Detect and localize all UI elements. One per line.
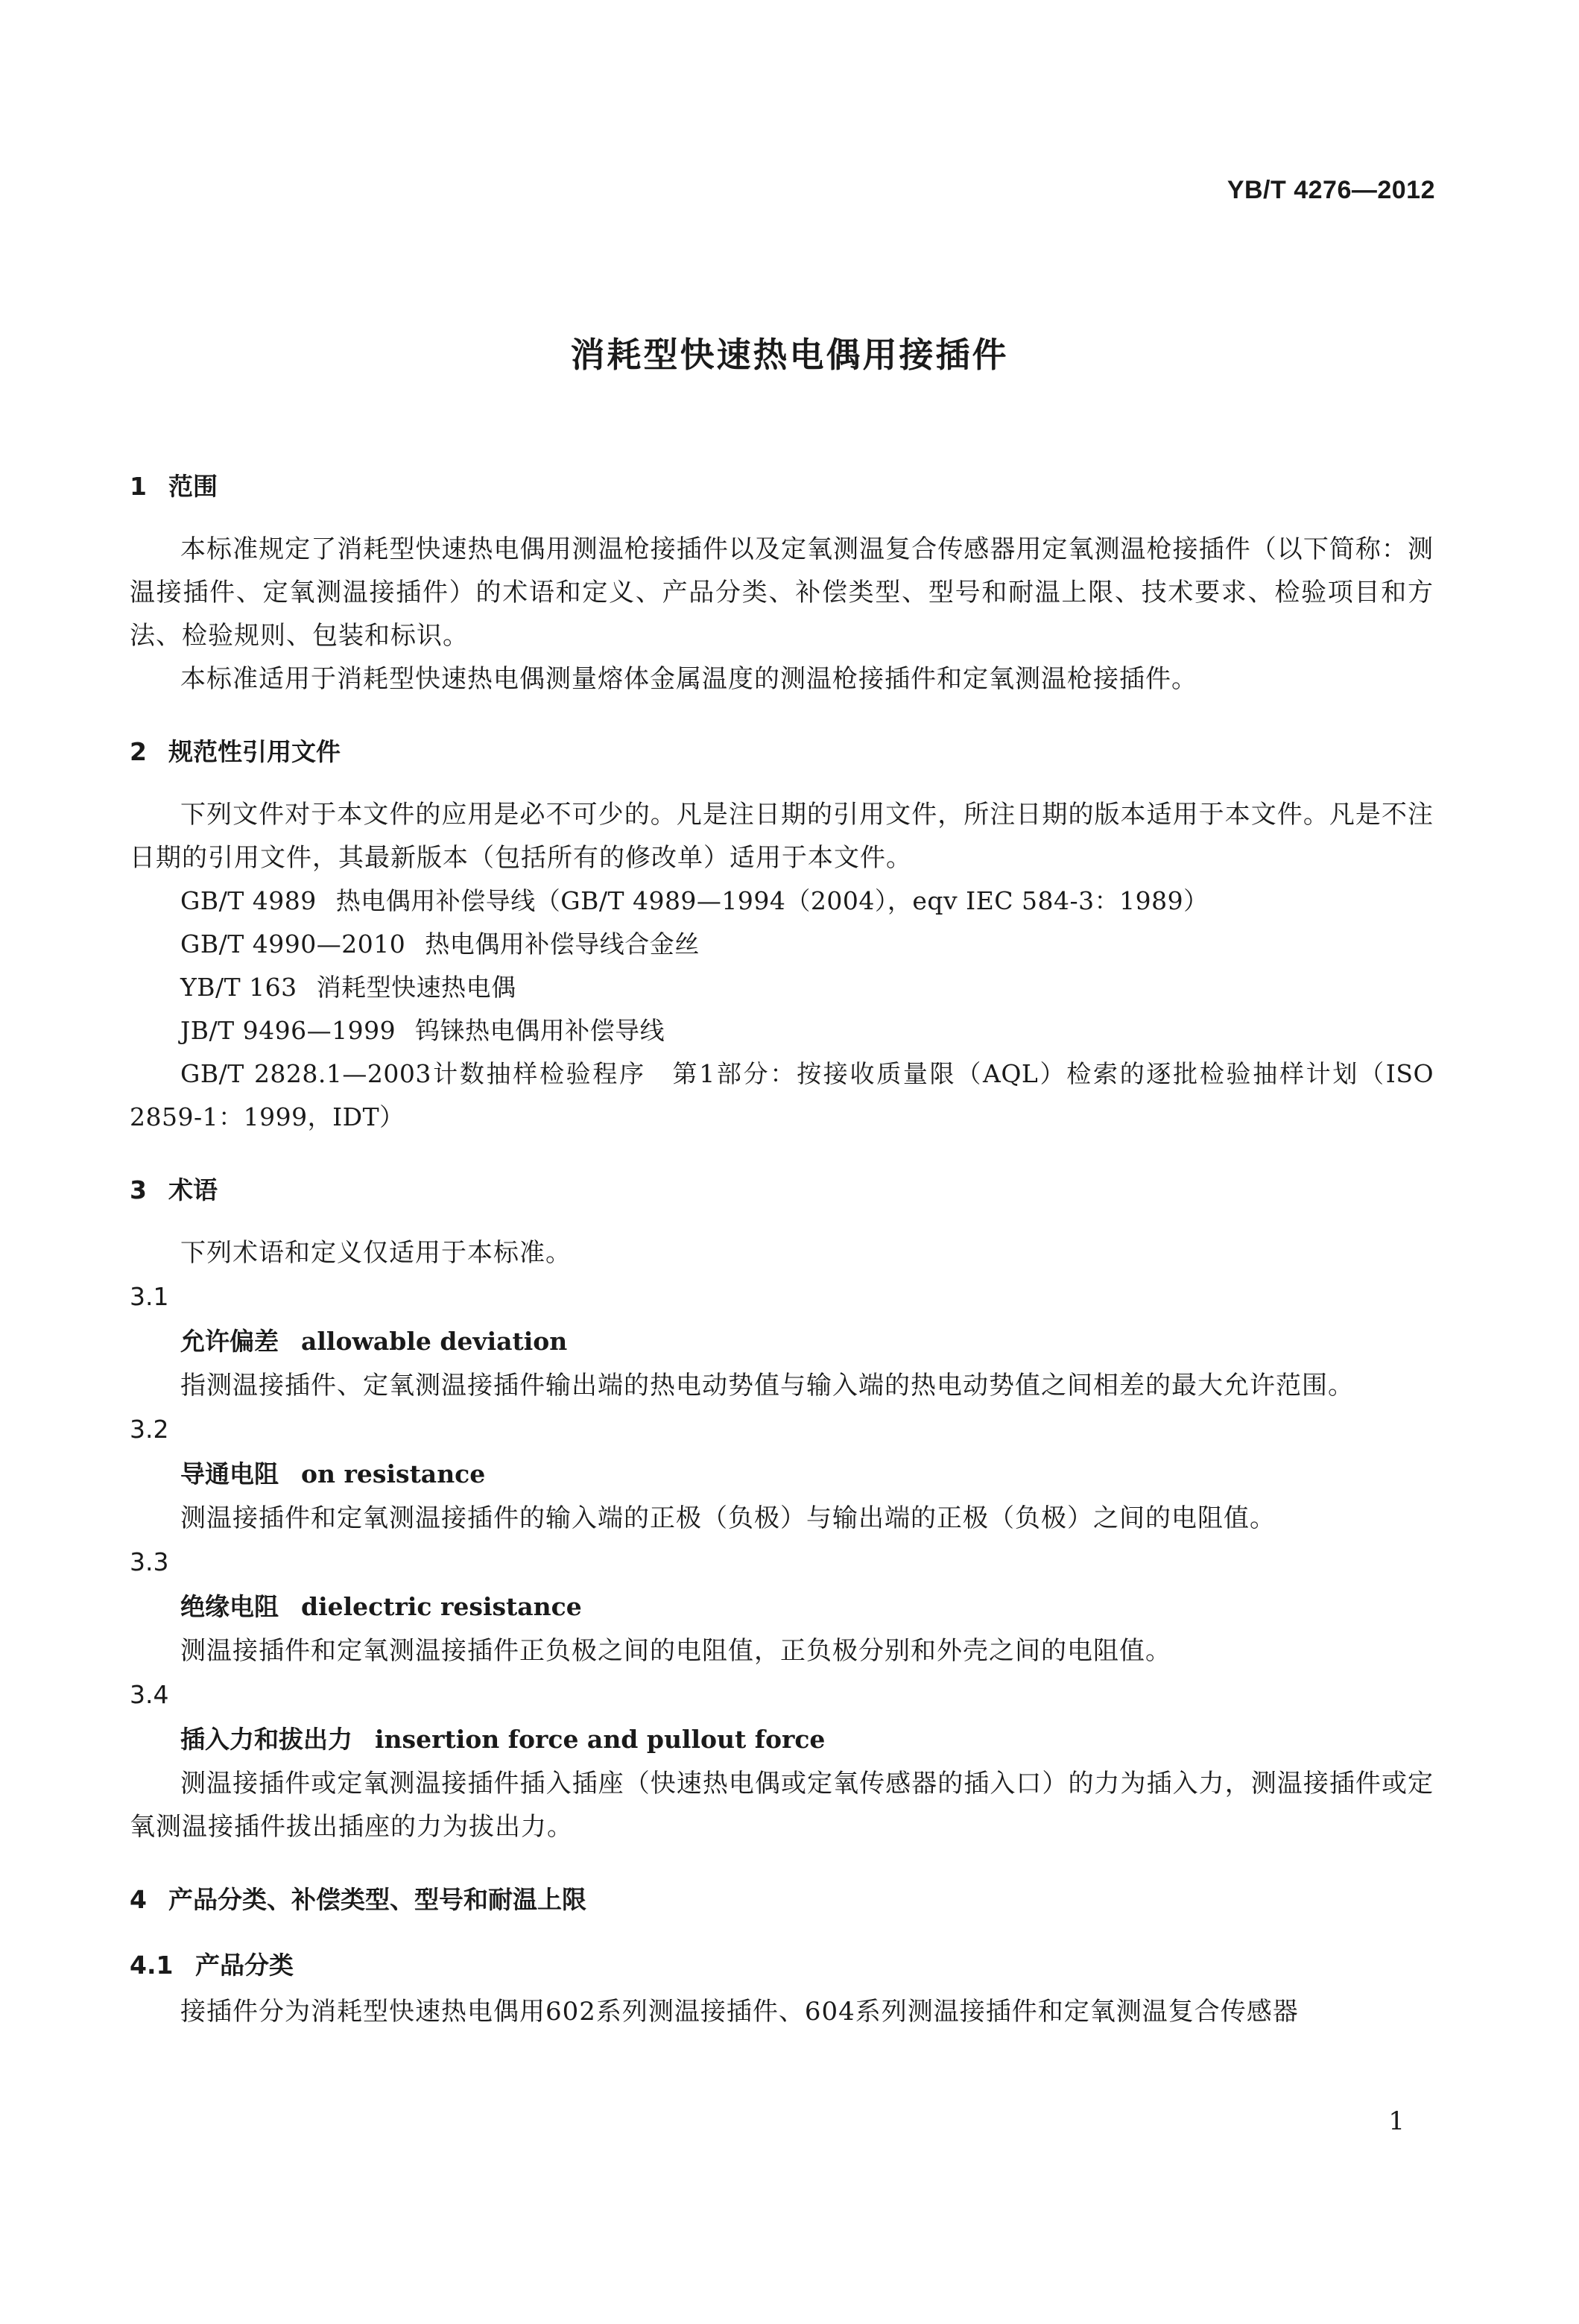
section-heading-normative-references: [130, 727, 1434, 777]
reference-code: YB/T 163: [180, 973, 297, 1002]
reference-title: 热电偶用补偿导线合金丝: [425, 929, 700, 959]
section-title: 产品分类、补偿类型、型号和耐温上限: [168, 1885, 586, 1914]
term-number: 3.1: [130, 1282, 169, 1311]
reference-item: [130, 923, 1434, 966]
term-heading: [130, 1319, 1434, 1364]
reference-item: [130, 966, 1434, 1009]
term-zh: 允许偏差: [180, 1327, 279, 1356]
reference-title: 消耗型快速热电偶: [316, 973, 516, 1002]
standard-code: YB/T 4276—2012: [1227, 176, 1435, 204]
term-heading: [130, 1717, 1434, 1762]
reference-code: JB/T 9496—1999: [180, 1016, 396, 1045]
term-en: dielectric resistance: [301, 1592, 582, 1621]
reference-code: GB/T 4990—2010: [180, 929, 406, 959]
reference-item: [130, 1009, 1434, 1052]
term-zh: 绝缘电阻: [180, 1592, 279, 1621]
reference-item: [130, 1052, 1434, 1139]
term-definition: 指测温接插件、定氧测温接插件输出端的热电动势值与输入端的热电动势值之间相差的最大允许范围。: [180, 1371, 1354, 1401]
reference-title: 热电偶用补偿导线（GB/T 4989—1994（2004），eqv IEC 584-3：1989）: [335, 886, 1209, 915]
term-zh: 导通电阻: [180, 1459, 279, 1488]
scope-paragraph-1: 本标准规定了消耗型快速热电偶用测温枪接插件以及定氧测温复合传感器用定氧测温枪接插件（以下简称：测温接插件、定氧测温接插件）的术语和定义、产品分类、补偿类型、型号和耐温上限、技术要求、检验项目和方法、检验规则、包装和标识。: [130, 534, 1434, 651]
section-heading-scope: [130, 462, 1434, 511]
references-intro: 下列文件对于本文件的应用是必不可少的。凡是注日期的引用文件，所注日期的版本适用于本文件。凡是不注日期的引用文件，其最新版本（包括所有的修改单）适用于本文件。: [130, 800, 1434, 873]
section-number: 2: [130, 737, 147, 766]
document-title: 消耗型快速热电偶用接插件: [570, 335, 1009, 375]
classification-paragraph: 接插件分为消耗型快速热电偶用602系列测温接插件、604系列测温接插件和定氧测温复合传感器: [180, 1997, 1299, 2027]
reference-item: [130, 880, 1434, 923]
term-number: 3.2: [130, 1415, 169, 1444]
term-number: 3.4: [130, 1680, 169, 1709]
subsection-heading-product-classification: [130, 1941, 1434, 1990]
section-heading-classification: [130, 1875, 1434, 1924]
terms-intro: 下列术语和定义仅适用于本标准。: [180, 1238, 572, 1268]
section-title: 规范性引用文件: [168, 737, 341, 766]
term-en: allowable deviation: [301, 1327, 568, 1356]
reference-title: 计数抽样检验程序 第1部分：按接收质量限（AQL）检索的逐批检验抽样计划（ISO 2859-1：1999，IDT）: [130, 1059, 1434, 1131]
subsection-number: 4.1: [130, 1951, 174, 1980]
term-heading: [130, 1585, 1434, 1629]
section-heading-terms: [130, 1166, 1434, 1215]
section-title: 范围: [168, 472, 218, 501]
subsection-title: 产品分类: [195, 1951, 294, 1980]
term-en: insertion force and pullout force: [375, 1725, 826, 1754]
page-number: 1: [1388, 2106, 1405, 2136]
section-number: 3: [130, 1175, 147, 1204]
term-heading: [130, 1452, 1434, 1497]
term-zh: 插入力和拔出力: [180, 1725, 352, 1754]
section-number: 4: [130, 1885, 147, 1914]
document-body: [130, 462, 1434, 2033]
scope-paragraph-2: 本标准适用于消耗型快速热电偶测量熔体金属温度的测温枪接插件和定氧测温枪接插件。: [180, 664, 1197, 694]
section-number: 1: [130, 472, 147, 501]
section-title: 术语: [168, 1175, 218, 1204]
reference-code: GB/T 4989: [180, 886, 317, 915]
reference-code: GB/T 2828.1—2003: [180, 1059, 431, 1088]
term-number: 3.3: [130, 1547, 169, 1576]
term-en: on resistance: [301, 1459, 486, 1488]
term-definition: 测温接插件和定氧测温接插件正负极之间的电阻值，正负极分别和外壳之间的电阻值。: [180, 1636, 1171, 1666]
term-definition: 测温接插件或定氧测温接插件插入插座（快速热电偶或定氧传感器的插入口）的力为插入力，测温接插件或定氧测温接插件拔出插座的力为拔出力。: [130, 1769, 1434, 1842]
term-definition: 测温接插件和定氧测温接插件的输入端的正极（负极）与输出端的正极（负极）之间的电阻值。: [180, 1503, 1276, 1533]
reference-title: 钨铼热电偶用补偿导线: [415, 1016, 665, 1045]
